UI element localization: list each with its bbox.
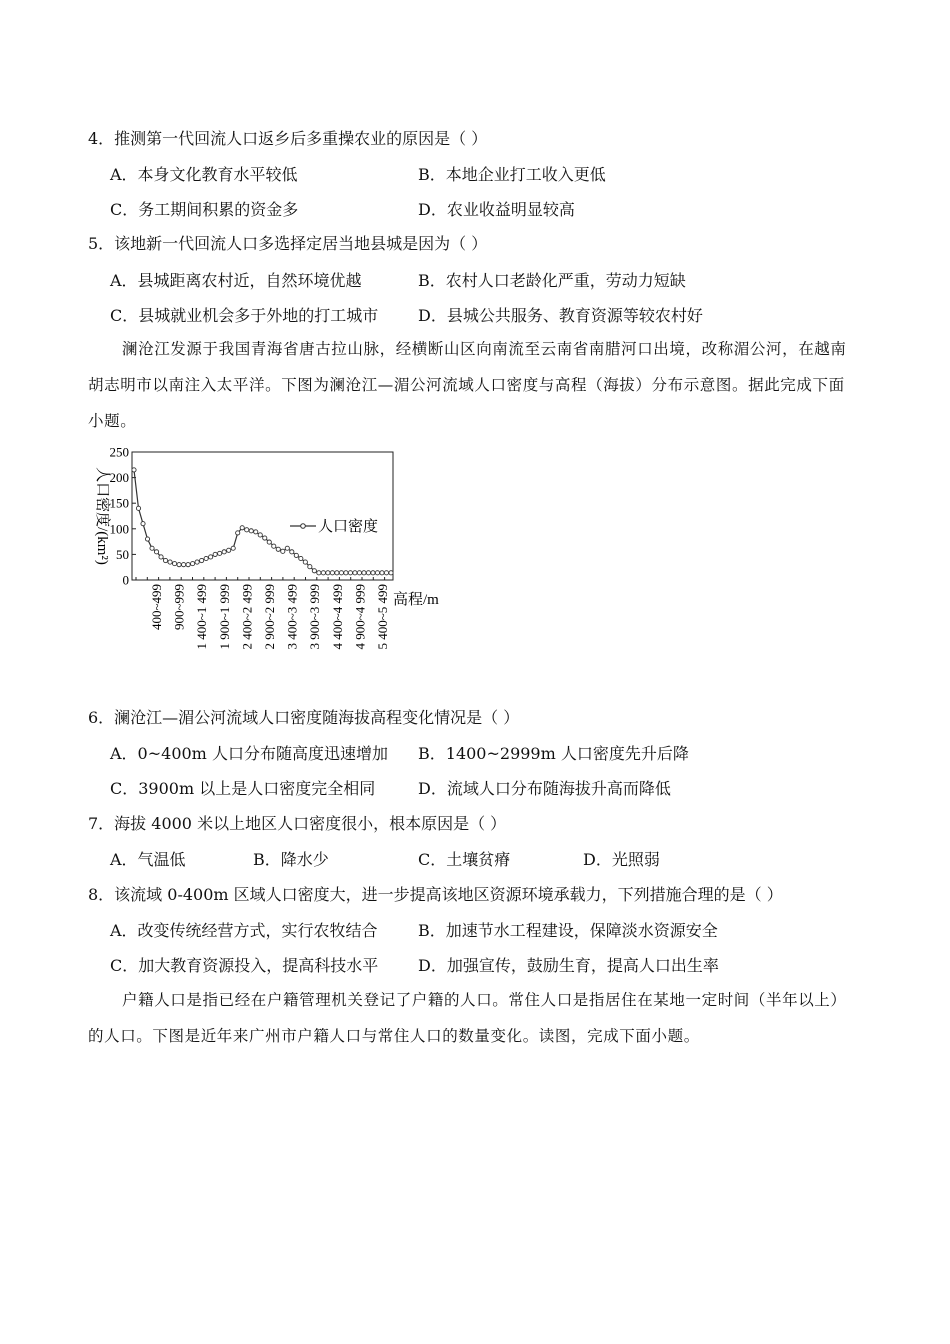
data-point [240, 526, 244, 530]
data-point [321, 571, 325, 575]
x-tick-label: 4 400~4 499 [329, 584, 345, 650]
data-point [136, 506, 140, 510]
q5-option-d: D．县城公共服务、教育资源等较农村好 [418, 306, 703, 325]
data-point [249, 529, 253, 533]
data-point [213, 552, 217, 556]
data-point [159, 555, 163, 559]
q6-option-b: B．1400~2999m 人口密度先升后降 [418, 744, 689, 763]
data-point [172, 562, 176, 566]
q6-option-c: C．3900m 以上是人口密度完全相同 [110, 779, 376, 798]
q8-option-a: A．改变传统经营方式，实行农牧结合 [110, 921, 378, 940]
data-point [218, 551, 222, 555]
x-tick-label: 1 400~1 499 [194, 584, 210, 650]
data-point [303, 560, 307, 564]
data-point [177, 563, 181, 567]
data-point [200, 558, 204, 562]
x-tick-labels [149, 584, 390, 650]
data-point [254, 530, 258, 534]
data-point [375, 571, 379, 575]
data-point [353, 571, 357, 575]
data-point [335, 571, 339, 575]
q5-option-c: C．县城就业机会多于外地的打工城市 [110, 306, 379, 325]
q8-option-b: B．加速节水工程建设，保障淡水资源安全 [418, 921, 718, 940]
passage-guangzhou: 户籍人口是指已经在户籍管理机关登记了户籍的人口。常住人口是指居住在某地一定时间（半年以上）的人口。下图是近年来广州市户籍人口与常住人口的数量变化。读图，完成下面小题。 [88, 991, 847, 1045]
data-point [362, 571, 366, 575]
data-point [236, 531, 240, 535]
data-point [317, 571, 321, 575]
q5-stem: 5．该地新一代回流人口多选择定居当地县城是因为（ ） [88, 234, 488, 253]
q8-stem: 8．该流域 0-400m 区域人口密度大，进一步提高该地区资源环境承载力，下列措施合理的是（ ） [88, 885, 783, 904]
data-point [312, 569, 316, 573]
x-tick-label: 1 900~1 999 [216, 584, 232, 650]
x-tick-label: 3 900~3 999 [307, 584, 323, 650]
q4-option-b: B．本地企业打工收入更低 [418, 165, 606, 184]
data-point [330, 571, 334, 575]
data-point [272, 544, 276, 548]
data-point [380, 571, 384, 575]
x-tick-label: 400~499 [149, 584, 164, 631]
data-point [141, 522, 145, 526]
data-point [348, 571, 352, 575]
passage-lancang: 澜沧江发源于我国青海省唐古拉山脉，经横断山区向南流至云南省南腊河口出境，改称湄公河，在越南胡志明市以南注入太平洋。下图为澜沧江—湄公河流域人口密度与高程（海拔）分布示意图。据此完成下面小题。 [88, 340, 847, 430]
data-point [326, 571, 330, 575]
q4-option-c: C．务工期间积累的资金多 [110, 200, 299, 219]
data-point [209, 555, 213, 559]
data-point [245, 528, 249, 532]
x-tick-label: 3 400~3 499 [284, 584, 300, 650]
q5-option-b: B．农村人口老龄化严重，劳动力短缺 [418, 271, 686, 290]
data-point [344, 571, 348, 575]
x-tick-label: 2 400~2 499 [239, 584, 255, 650]
data-point [132, 468, 136, 472]
y-axis-title-text: 人口密度/(km²) [94, 467, 110, 565]
data-point [267, 540, 271, 544]
data-point [150, 546, 154, 550]
y-tick-label-250: 250 [109, 448, 129, 460]
data-point [294, 553, 298, 557]
q7-option-b: B．降水少 [253, 850, 329, 869]
q7-stem: 7．海拔 4000 米以上地区人口密度很小，根本原因是（ ） [88, 814, 507, 833]
q6-option-d: D．流域人口分布随海拔升高而降低 [418, 779, 671, 798]
data-point [371, 571, 375, 575]
x-tick-label: 2 900~2 999 [262, 584, 277, 650]
data-point [231, 546, 235, 550]
data-point [154, 550, 158, 554]
data-point [163, 558, 167, 562]
data-point [384, 571, 388, 575]
q6-stem: 6．澜沧江—湄公河流域人口密度随海拔高程变化情况是（ ） [88, 708, 520, 727]
legend-marker [301, 524, 306, 529]
data-point [281, 549, 285, 553]
data-point [258, 533, 262, 537]
q5-option-a: A．县城距离农村近，自然环境优越 [110, 271, 362, 290]
x-tick-label: 5 400~5 499 [375, 584, 390, 650]
data-point [222, 550, 226, 554]
legend [290, 517, 378, 535]
q6-option-a: A．0~400m 人口分布随高度迅速增加 [110, 744, 388, 763]
data-point [339, 571, 343, 575]
data-point [290, 550, 294, 554]
x-tick-label: 900~999 [171, 584, 187, 631]
q4-option-d: D．农业收益明显较高 [418, 200, 575, 219]
data-point [186, 563, 190, 567]
q4-option-a: A．本身文化教育水平较低 [110, 165, 298, 184]
y-tick-label-200: 200 [109, 470, 129, 486]
legend-label: 人口密度 [318, 519, 379, 535]
population-density-chart [84, 448, 464, 668]
data-point [366, 571, 370, 575]
data-point [168, 560, 172, 564]
data-point [285, 546, 289, 550]
y-tick-label-150: 150 [109, 495, 129, 511]
data-point [357, 571, 361, 575]
data-point [276, 547, 280, 551]
data-point [181, 563, 185, 567]
data-point [227, 548, 231, 552]
data-point [191, 562, 195, 566]
q8-option-c: C．加大教育资源投入，提高科技水平 [110, 956, 379, 975]
data-point [195, 560, 199, 564]
x-axis-title: 高程/m [393, 592, 439, 608]
q7-option-d: D．光照弱 [583, 850, 660, 869]
data-point [145, 537, 149, 541]
data-point [389, 571, 393, 575]
x-tick-label: 4 900~4 999 [352, 584, 368, 650]
q4-stem: 4．推测第一代回流人口返乡后多重操农业的原因是（ ） [88, 129, 488, 148]
q8-option-d: D．加强宣传，鼓励生育，提高人口出生率 [418, 956, 719, 975]
y-tick-label-50: 50 [116, 546, 129, 562]
data-point [308, 565, 312, 569]
y-tick-label-0: 0 [122, 572, 129, 588]
q7-option-c: C．土壤贫瘠 [418, 850, 511, 869]
data-point [299, 556, 303, 560]
data-point [204, 556, 208, 560]
y-tick-label-100: 100 [109, 521, 129, 537]
q7-option-a: A．气温低 [110, 850, 186, 869]
data-point [263, 536, 267, 540]
